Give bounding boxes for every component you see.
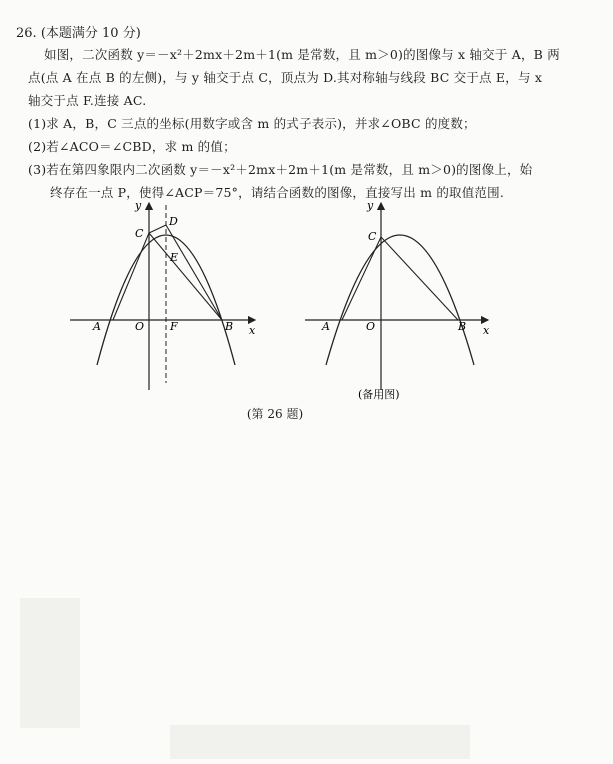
problem-number: 26. xyxy=(16,26,37,41)
label-b: B xyxy=(225,320,234,333)
spare-figure-caption: (备用图) xyxy=(358,388,400,400)
figure-main xyxy=(65,195,270,400)
label-o: O xyxy=(135,320,145,333)
intro-line-2: 点(点 A 在点 B 的左侧)，与 y 轴交于点 C，顶点为 D.其对称轴与线段 BC 交于点 E，与 x xyxy=(28,70,543,85)
label-y: y xyxy=(135,199,142,212)
segment-bd xyxy=(166,225,222,320)
part-1: (1)求 A，B，C 三点的坐标(用数字或含 m 的式子表示)，并求∠OBC 的度数； xyxy=(28,116,476,131)
segment-cd xyxy=(149,225,166,233)
problem-header xyxy=(16,22,141,41)
label-c: C xyxy=(368,230,377,243)
label-e: E xyxy=(170,251,179,264)
label-a: A xyxy=(322,320,330,333)
intro-line-1: 如图，二次函数 y＝－x²＋2mx＋2m＋1(m 是常数，且 m＞0)的图像与 x 轴交于 A，B 两 xyxy=(44,47,560,62)
label-a: A xyxy=(93,320,101,333)
part-3: (3)若在第四象限内二次函数 y＝－x²＋2mx＋2m＋1(m 是常数，且 m＞0)的图像上，始 xyxy=(28,162,533,177)
label-b: B xyxy=(458,320,467,333)
segment-ac xyxy=(342,237,381,320)
label-c: C xyxy=(135,227,144,240)
label-d: D xyxy=(169,215,178,228)
intro-line-3: 轴交于点 F.连接 AC. xyxy=(28,93,147,108)
part-3-continued: 终存在一点 P，使得∠ACP＝75°，请结合函数的图像，直接写出 m 的取值范围. xyxy=(50,185,504,200)
label-f: F xyxy=(170,320,178,333)
problem-score: (本题满分 10 分) xyxy=(40,26,141,41)
figure-caption: (第 26 题) xyxy=(246,407,304,421)
segment-bc xyxy=(381,237,458,320)
label-o: O xyxy=(366,320,376,333)
label-y: y xyxy=(367,199,374,212)
bleed-through-top xyxy=(20,598,80,728)
part-2: (2)若∠ACO＝∠CBD，求 m 的值； xyxy=(28,139,236,154)
segment-ac xyxy=(113,233,149,320)
bleed-through-bottom xyxy=(170,725,470,759)
label-x: x xyxy=(483,324,490,337)
label-x: x xyxy=(249,324,256,337)
figure-spare xyxy=(300,195,500,400)
parabola-curve xyxy=(326,235,474,365)
